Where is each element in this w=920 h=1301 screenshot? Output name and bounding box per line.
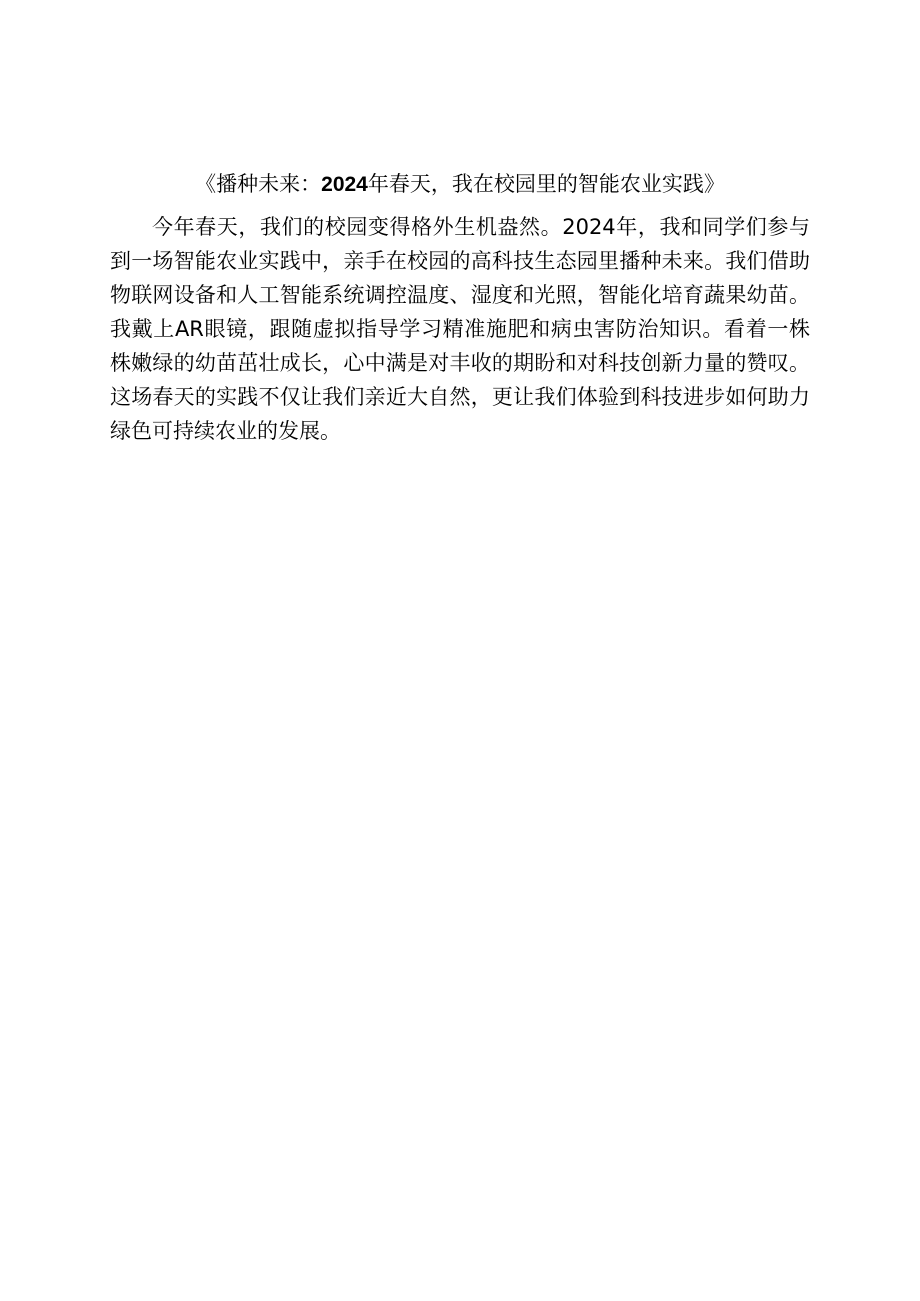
title-prefix: 《播种未来： (195, 172, 322, 196)
document-title (110, 168, 810, 201)
title-year: 2024 (321, 173, 368, 196)
body-paragraph: 今年春天，我们的校园变得格外生机盎然。2024年，我和同学们参与到一场智能农业实践中，亲手在校园的高科技生态园里播种未来。我们借助物联网设备和人工智能系统调控温度、湿度和光照，智能化培育蔬果幼苗。我戴上AR眼镜，跟随虚拟指导学习精准施肥和病虫害防治知识。看着一株株嫩绿的幼苗茁壮成长，心中满是对丰收的期盼和对科技创新力量的赞叹。这场春天的实践不仅让我们亲近大自然，更让我们体验到科技进步如何助力绿色可持续农业的发展。 (110, 215, 810, 443)
title-suffix: 年春天，我在校园里的智能农业实践》 (367, 172, 725, 196)
